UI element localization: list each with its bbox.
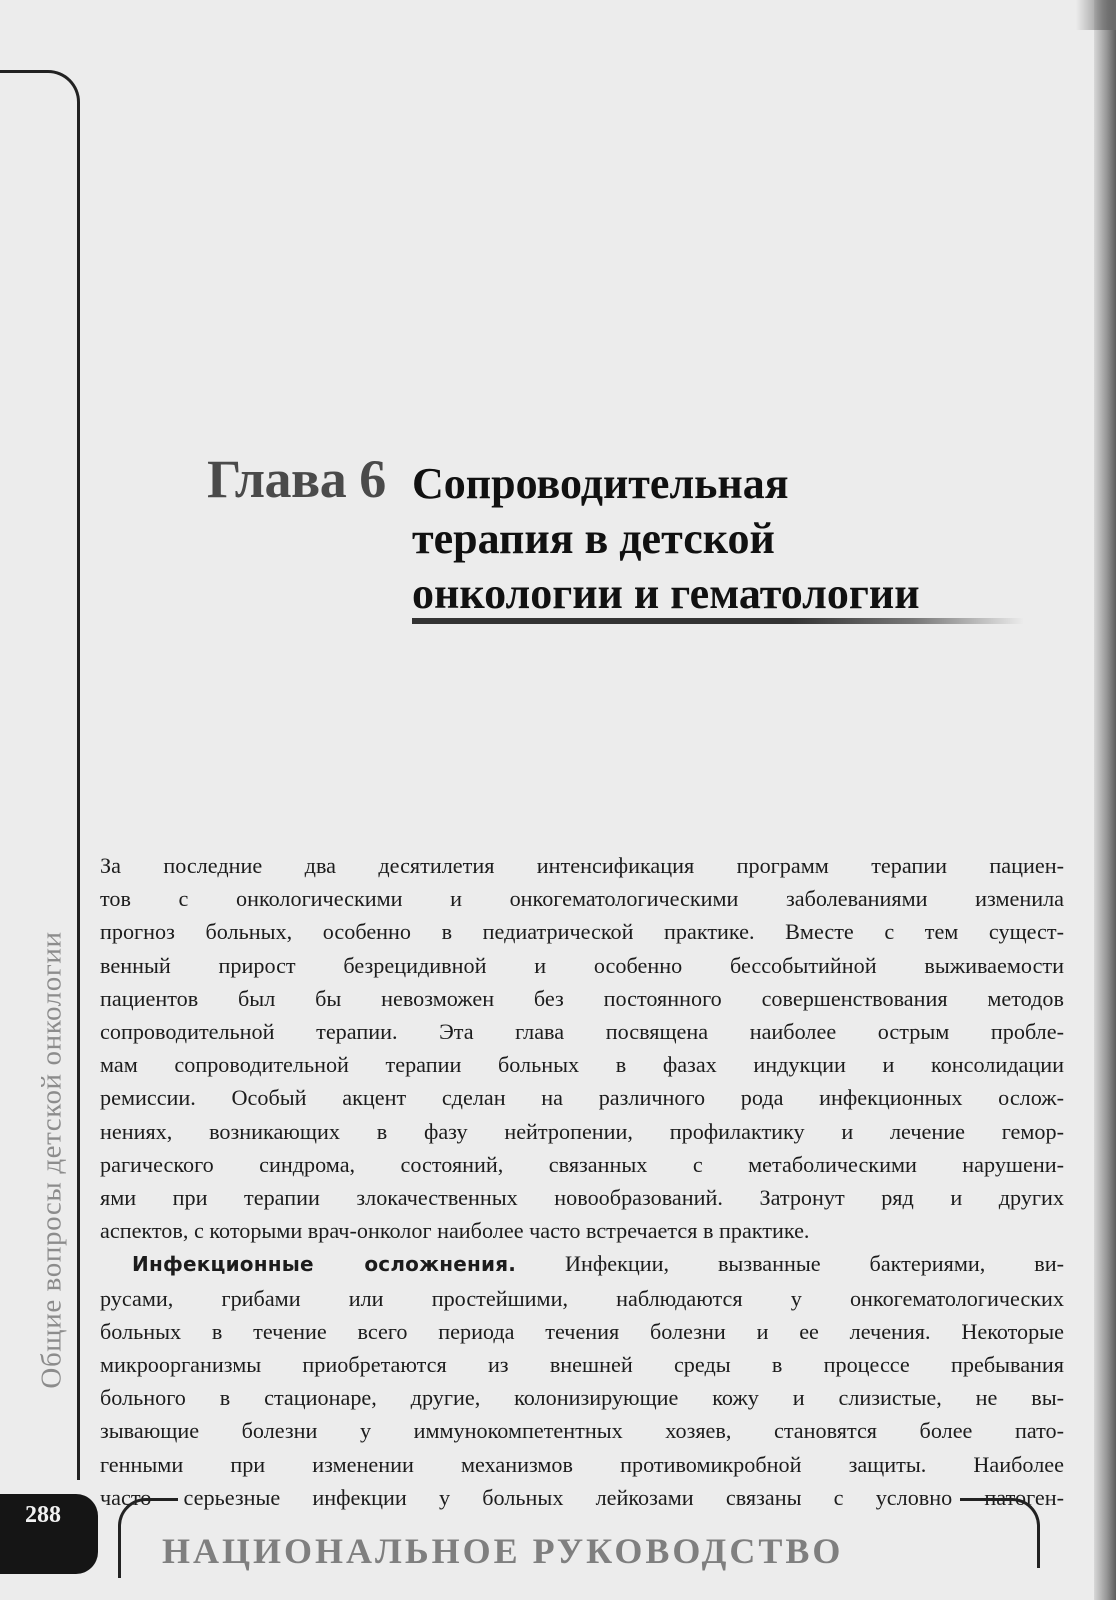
chapter-title-line: Сопроводительная — [412, 459, 789, 508]
chapter-title — [412, 456, 1092, 621]
section-run-in-heading: Инфекционные осложнения. — [132, 1252, 517, 1277]
page-edge-shadow — [1094, 0, 1116, 1600]
text-line: нениях, возникающих в фазу нейтропении, профилактику и лечение гемор- — [100, 1118, 1064, 1144]
chapter-label: Глава 6 — [207, 449, 386, 509]
page-corner-shadow — [1076, 0, 1116, 30]
text-line: венный прирост безрецидивной и особенно бессобытийной выживаемости — [100, 952, 1064, 978]
text-line: пациентов был бы невозможен без постоянного совершенствования методов — [100, 985, 1064, 1011]
running-section-title: Общие вопросы детской онкологии — [35, 931, 68, 1389]
text-line: прогноз больных, особенно в педиатрической практике. Вместе с тем сущест- — [100, 919, 1064, 945]
intro-paragraph — [100, 849, 1064, 1247]
footer-bracket-right — [960, 1498, 1040, 1568]
text-line: генными при изменении механизмов противомикробной защиты. Наиболее — [100, 1451, 1064, 1477]
text-line: русами, грибами или простейшими, наблюдаются у онкогематологических — [100, 1285, 1064, 1311]
text-fragment: Инфекции, вызванные бактериями, ви- — [516, 1251, 1064, 1277]
infections-paragraph — [100, 1247, 1064, 1514]
text-line: больных в течение всего периода течения болезни и ее лечения. Некоторые — [100, 1318, 1064, 1344]
text-line: рагического синдрома, состояний, связанных с метаболическими нарушени- — [100, 1151, 1064, 1177]
chapter-title-line: терапия в детской — [412, 514, 775, 563]
title-underline-rule — [412, 618, 1024, 624]
chapter-body-text — [100, 849, 1064, 1514]
text-line: За последние два десятилетия интенсификация программ терапии пациен- — [100, 853, 1064, 878]
text-line: больного в стационаре, другие, колонизирующие кожу и слизистые, не вы- — [100, 1385, 1064, 1411]
text-line: мам сопроводительной терапии больных в фазах индукции и консолидации — [100, 1052, 1064, 1078]
text-line: часто серьезные инфекции у больных лейкозами связаны с условно патоген- — [100, 1484, 1064, 1510]
text-line: аспектов, с которыми врач-онколог наиболее часто встречается в практике. — [100, 1218, 810, 1244]
footer-series-title: НАЦИОНАЛЬНОЕ РУКОВОДСТВО — [162, 1531, 844, 1571]
text-line: ремиссии. Особый акцент сделан на различного рода инфекционных ослож- — [100, 1085, 1064, 1111]
text-line: зывающие болезни у иммунокомпетентных хозяев, становятся более пато- — [100, 1418, 1064, 1444]
page-number: 288 — [25, 1502, 61, 1528]
text-line: ями при терапии злокачественных новообразований. Затронут ряд и других — [100, 1185, 1064, 1211]
text-line: микроорганизмы приобретаются из внешней среды в процессе пребывания — [100, 1352, 1064, 1378]
chapter-title-line: онкологии и гематологии — [412, 569, 920, 618]
text-line: сопроводительной терапии. Эта глава посвящена наиболее острым пробле- — [100, 1019, 1064, 1045]
text-line: тов с онкологическими и онкогематологическими заболеваниями изменила — [100, 886, 1064, 912]
text-line — [100, 1247, 1064, 1281]
